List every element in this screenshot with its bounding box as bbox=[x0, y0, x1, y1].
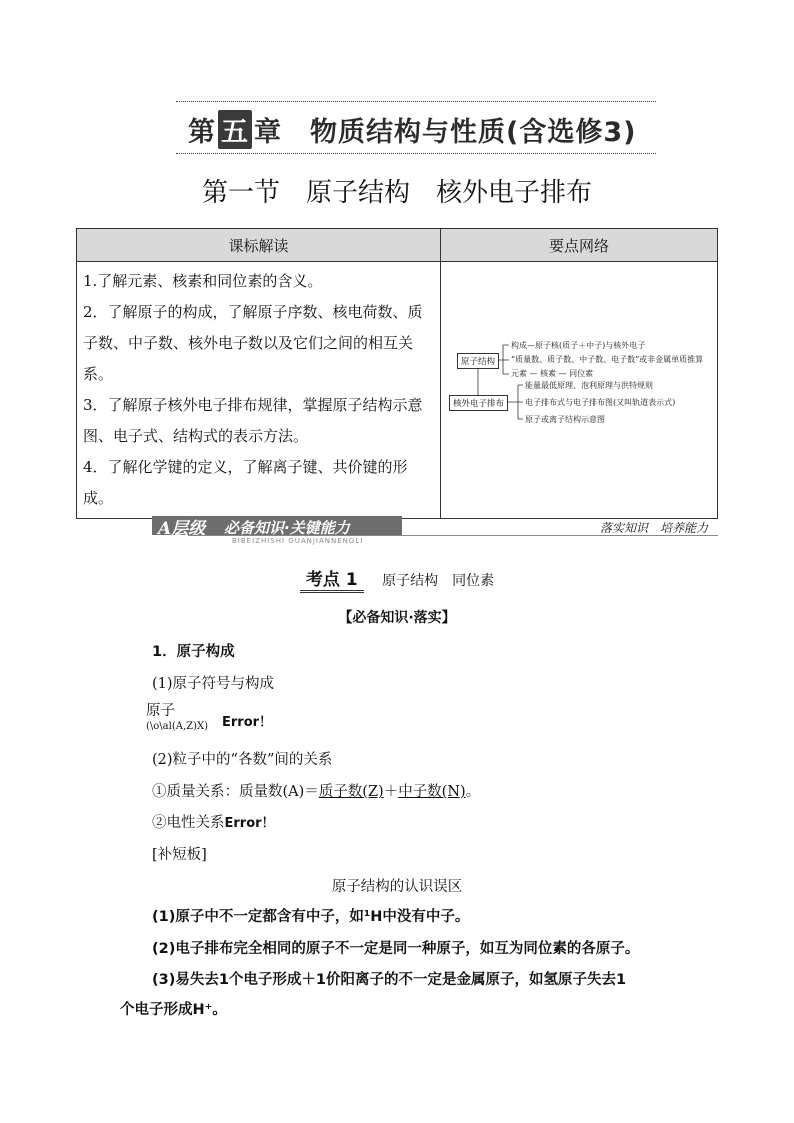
mindmap-cell bbox=[441, 262, 718, 519]
misconception-item: (3)易失去1个电子形成＋1价阳离子的不一定是金属原子，如氢原子失去1 bbox=[152, 972, 627, 988]
kaodian-heading bbox=[0, 565, 794, 593]
table-header-curriculum: 课标解读 bbox=[77, 229, 441, 262]
chapter-suffix: 章 物质结构与性质(含选修3) bbox=[254, 117, 637, 148]
mass-relation-text: ①质量关系：质量数(A)＝ bbox=[152, 784, 319, 800]
body-line: (1)原子符号与构成 bbox=[152, 676, 275, 692]
section-title: 第一节 原子结构 核外电子排布 bbox=[201, 178, 592, 208]
misconception-item: 个电子形成H⁺。 bbox=[120, 1002, 227, 1018]
chapter-prefix: 第 bbox=[188, 117, 216, 148]
charge-relation-text: ②电性关系 bbox=[152, 815, 225, 831]
mindmap-leaf: 原子或离子结构示意图 bbox=[525, 415, 605, 424]
divider bbox=[176, 101, 656, 102]
mindmap-leaf: 元素 — 核素 — 同位素 bbox=[511, 369, 594, 378]
subheading: 【必备知识·落实】 bbox=[338, 610, 456, 626]
heading-atomic-composition: 1．原子构成 bbox=[152, 644, 235, 660]
mindmap-node-electron-config: 核外电子排布 bbox=[449, 395, 508, 411]
objective-item: 4．了解化学键的定义，了解离子键、共价键的形成。 bbox=[83, 458, 408, 507]
body-line: (2)粒子中的“各数”间的关系 bbox=[152, 752, 333, 768]
error-text: Error！ bbox=[222, 715, 273, 730]
body-line: 原子 bbox=[146, 703, 175, 719]
mindmap-node-atomic-structure: 原子结构 bbox=[457, 353, 499, 369]
mindmap-leaf: 电子排布式与电子排布图(又叫轨道表示式) bbox=[525, 398, 676, 407]
divider bbox=[176, 153, 656, 154]
objective-item: 3．了解原子核外电子排布规律，掌握原子结构示意图、电子式、结构式的表示方法。 bbox=[83, 396, 423, 445]
kaodian-number: 考点 1 bbox=[300, 565, 364, 593]
objectives-list bbox=[77, 262, 441, 519]
objectives-table bbox=[76, 228, 718, 519]
charge-relation bbox=[152, 811, 275, 832]
body-line: [补短板] bbox=[152, 847, 207, 863]
banner-pinyin: BIBEIZHISHI GUANJIANNENGLI bbox=[232, 537, 364, 545]
level-banner bbox=[152, 516, 718, 548]
field-code: (\o\al(A,Z)X) bbox=[146, 721, 208, 732]
mass-relation-plus: ＋ bbox=[383, 784, 399, 800]
error-text: Error！ bbox=[224, 816, 275, 831]
chapter-number: 五 bbox=[218, 110, 252, 149]
mindmap-leaf: “质量数、质子数、中子数、电子数”或非金属单质推算 bbox=[511, 355, 704, 364]
mass-relation bbox=[152, 780, 480, 801]
objective-item: 1.了解元素、核素和同位素的含义。 bbox=[83, 272, 323, 290]
mass-relation-answer-2: 中子数(N) bbox=[398, 784, 466, 800]
banner-label: 必备知识·关键能力 bbox=[224, 519, 350, 537]
mindmap bbox=[441, 262, 717, 510]
mass-relation-answer-1: 质子数(Z) bbox=[318, 784, 384, 800]
table-header-network: 要点网络 bbox=[441, 229, 718, 262]
misconception-title: 原子结构的认识误区 bbox=[331, 879, 463, 895]
objective-item: 2．了解原子的构成，了解原子序数、核电荷数、质子数、中子数、核外电子数以及它们之间的相互关系。 bbox=[83, 303, 423, 383]
mass-relation-end: 。 bbox=[465, 784, 481, 800]
banner-slogan: 落实知识 培养能力 bbox=[599, 521, 708, 535]
chapter-header bbox=[176, 101, 656, 155]
banner-level: A层级 bbox=[158, 519, 206, 539]
mindmap-leaf: 能量最低原理、泡利原理与洪特规则 bbox=[525, 381, 653, 390]
misconception-item: (1)原子中不一定都含有中子，如¹H中没有中子。 bbox=[152, 909, 470, 925]
chapter-title bbox=[188, 110, 636, 149]
mindmap-leaf: 构成—原子核(质子＋中子)与核外电子 bbox=[511, 341, 646, 350]
kaodian-topic: 原子结构 同位素 bbox=[382, 573, 495, 589]
misconception-item: (2)电子排布完全相同的原子不一定是同一种原子，如互为同位素的各原子。 bbox=[152, 941, 640, 957]
